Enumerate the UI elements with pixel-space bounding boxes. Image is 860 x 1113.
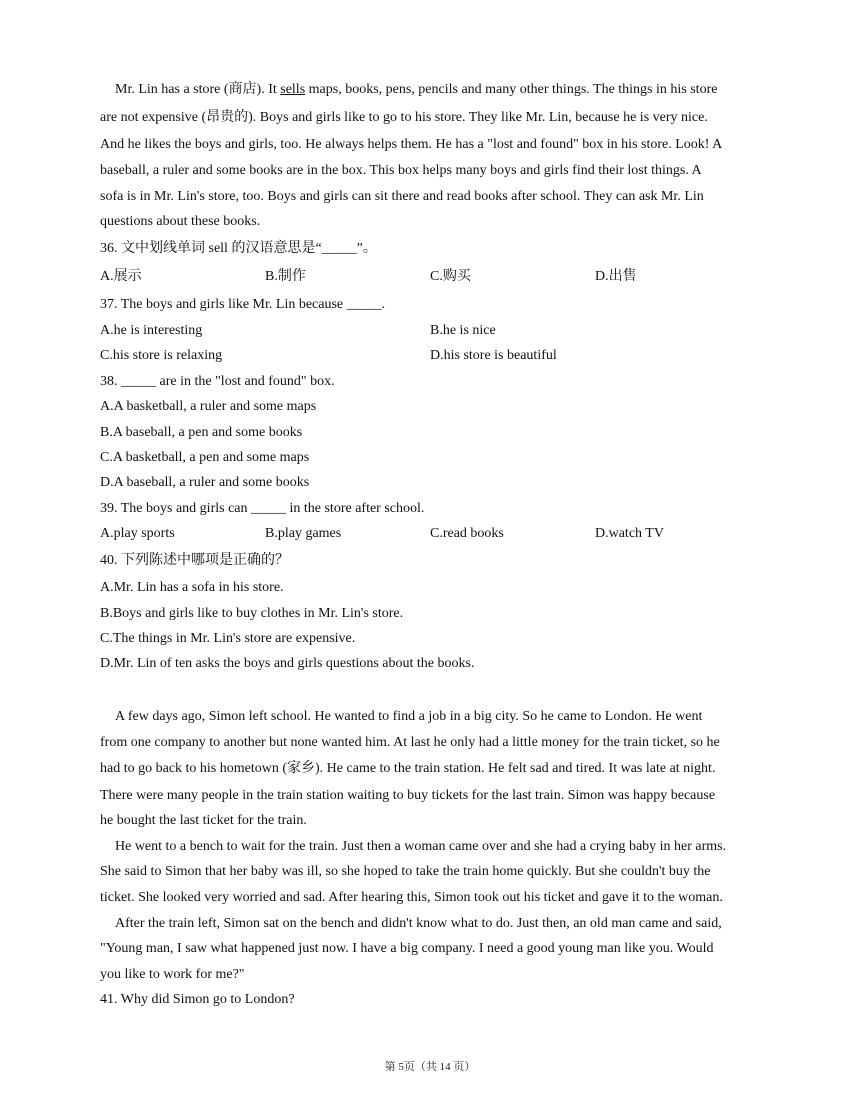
passage2-line-3: had to go back to his hometown (家乡). He came to the train station. He felt sad and tired. It was late at night. [100,761,716,776]
passage1-line-3: And he likes the boys and girls, too. He always helps them. He has a "lost and found" box in his store. Look! A [100,137,723,152]
question-39-option-d: D.watch TV [595,526,664,541]
passage2-line-9: After the train left, Simon sat on the bench and didn't know what to do. Just then, an old man came and said, [115,916,722,931]
question-40-stem: 40. 下列陈述中哪项是正确的？ [100,553,289,568]
question-37-stem: 37. The boys and girls like Mr. Lin because _____. [100,297,386,312]
underlined-word: sells [280,82,306,97]
passage1-line-2: are not expensive (昂贵的). Boys and girls like to go to his store. They like Mr. Lin, because he is very nice. [100,110,708,125]
passage1-line-6: questions about these books. [100,214,261,229]
page-footer: 第 5页（共 14 页） [384,1061,476,1073]
question-41-stem: 41. Why did Simon go to London? [100,992,295,1007]
question-37-option-c: C.his store is relaxing [100,348,223,363]
passage1-line-5: sofa is in Mr. Lin's store, too. Boys and girls can sit there and read books after school. They can ask Mr. Lin [100,189,704,204]
question-37-option-b: B.he is nice [430,323,496,338]
passage1-line-1: Mr. Lin has a store (商店). It sells maps, books, pens, pencils and many other things. The things in his store [115,82,718,97]
question-40-option-c: C.The things in Mr. Lin's store are expensive. [100,631,356,646]
question-39-stem: 39. The boys and girls can _____ in the store after school. [100,501,425,516]
question-39-option-a: A.play sports [100,526,175,541]
question-36-option-a: A.展示 [100,269,142,284]
question-37-option-a: A.he is interesting [100,323,203,338]
question-40-option-b: B.Boys and girls like to buy clothes in Mr. Lin's store. [100,606,404,621]
question-37-option-d: D.his store is beautiful [430,348,557,363]
passage2-line-7: She said to Simon that her baby was ill, so she hoped to take the train home quickly. But she couldn't buy the [100,864,711,879]
question-39-option-b: B.play games [265,526,342,541]
passage2-line-11: you like to work for me?" [100,967,245,982]
question-36-option-c: C.购买 [430,269,471,284]
question-38-option-c: C.A basketball, a pen and some maps [100,450,310,465]
question-39-option-c: C.read books [430,526,504,541]
question-38-option-d: D.A baseball, a ruler and some books [100,475,310,490]
passage2-line-6: He went to a bench to wait for the train. Just then a woman came over and she had a crying baby in her arms. [115,839,727,854]
question-36-option-d: D.出售 [595,269,637,284]
question-36-option-b: B.制作 [265,269,306,284]
passage2-line-10: "Young man, I saw what happened just now. I have a big company. I need a good young man like you. Would [100,941,714,956]
passage2-line-5: he bought the last ticket for the train. [100,813,307,828]
passage2-line-2: from one company to another but none wanted him. At last he only had a little money for the train ticket, so he [100,735,720,750]
question-36-stem: 36. 文中划线单词 sell 的汉语意思是“_____”。 [100,241,377,256]
passage2-line-1: A few days ago, Simon left school. He wanted to find a job in a big city. So he came to London. He went [115,709,703,724]
question-38-option-a: A.A basketball, a ruler and some maps [100,399,317,414]
question-40-option-d: D.Mr. Lin of ten asks the boys and girls questions about the books. [100,656,475,671]
passage2-line-8: ticket. She looked very worried and sad. After hearing this, Simon took out his ticket and gave it to the woman. [100,890,723,905]
question-38-stem: 38. _____ are in the "lost and found" box. [100,374,335,389]
question-38-option-b: B.A baseball, a pen and some books [100,425,303,440]
passage1-line-4: baseball, a ruler and some books are in the box. This box helps many boys and girls find their lost things. A [100,163,702,178]
passage2-line-4: There were many people in the train station waiting to buy tickets for the last train. Simon was happy because [100,788,716,803]
question-40-option-a: A.Mr. Lin has a sofa in his store. [100,580,284,595]
